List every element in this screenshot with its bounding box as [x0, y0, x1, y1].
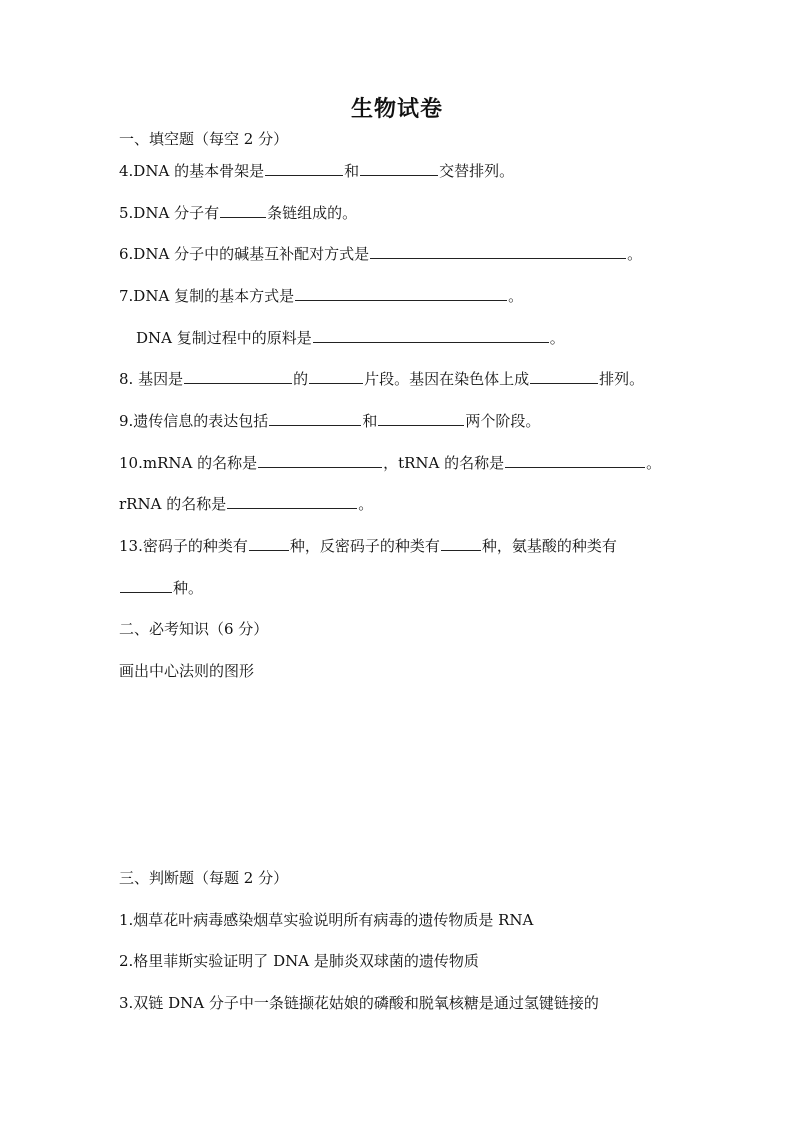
section2-prompt: 画出中心法则的图形 [119, 662, 255, 680]
question-7b [136, 327, 565, 349]
answer-blank[interactable] [220, 202, 266, 218]
page-title: 生物试卷 [350, 97, 443, 122]
answer-blank[interactable] [309, 368, 363, 384]
q13-text-a: 13.密码子的种类有 [119, 537, 248, 555]
answer-blank[interactable] [227, 493, 357, 509]
q9-text-a: 9.遗传信息的表达包括 [119, 412, 269, 430]
answer-blank[interactable] [441, 535, 481, 551]
q9-text-c: 两个阶段。 [465, 412, 541, 430]
section2-heading: 二、必考知识（6 分） [119, 620, 269, 638]
q6-text-a: 6.DNA 分子中的碱基互补配对方式是 [119, 245, 370, 263]
q6-text-b: 。 [627, 245, 643, 263]
q5-text-b: 条链组成的。 [267, 204, 358, 222]
answer-blank[interactable] [505, 452, 645, 468]
q13b-text-a: 种。 [173, 579, 204, 597]
answer-blank[interactable] [258, 452, 382, 468]
section3-heading: 三、判断题（每题 2 分） [119, 869, 289, 887]
answer-blank[interactable] [269, 410, 361, 426]
answer-blank[interactable] [265, 160, 343, 176]
answer-blank[interactable] [360, 160, 438, 176]
question-10b [119, 493, 373, 515]
question-5 [119, 202, 357, 224]
answer-blank[interactable] [313, 327, 549, 343]
q10-text-c: 。 [646, 454, 662, 472]
q7b-text-a: DNA 复制过程中的原料是 [136, 329, 312, 347]
section1-heading: 一、填空题（每空 2 分） [119, 130, 289, 148]
answer-blank[interactable] [378, 410, 464, 426]
answer-blank[interactable] [184, 368, 292, 384]
question-7 [119, 285, 523, 307]
q8-text-d: 排列。 [599, 370, 645, 388]
question-6 [119, 243, 642, 265]
q4-text-c: 交替排列。 [439, 162, 515, 180]
q10b-text-b: 。 [358, 495, 374, 513]
q8-text-a: 8. 基因是 [119, 370, 184, 388]
q10-text-b: ，tRNA 的名称是 [383, 454, 505, 472]
q4-text-a: 4.DNA 的基本骨架是 [119, 162, 265, 180]
answer-blank[interactable] [530, 368, 598, 384]
answer-blank[interactable] [295, 285, 507, 301]
q4-text-b: 和 [344, 162, 360, 180]
question-13 [119, 535, 617, 557]
judge-item-1: 1.烟草花叶病毒感染烟草实验说明所有病毒的遗传物质是 RNA [119, 911, 534, 929]
judge-item-3: 3.双链 DNA 分子中一条链撷花姑娘的磷酸和脱氧核糖是通过氢键链接的 [119, 994, 599, 1012]
answer-blank[interactable] [120, 577, 172, 593]
judge-item-2: 2.格里菲斯实验证明了 DNA 是肺炎双球菌的遗传物质 [119, 952, 479, 970]
question-13b [119, 577, 203, 599]
question-8 [119, 368, 644, 390]
q5-text-a: 5.DNA 分子有 [119, 204, 220, 222]
q8-text-b: 的 [293, 370, 309, 388]
answer-blank[interactable] [249, 535, 289, 551]
q7-text-b: 。 [508, 287, 524, 305]
q7-text-a: 7.DNA 复制的基本方式是 [119, 287, 295, 305]
question-10 [119, 452, 661, 474]
answer-blank[interactable] [370, 243, 626, 259]
q13-text-b: 种，反密码子的种类有 [289, 537, 440, 555]
q9-text-b: 和 [362, 412, 378, 430]
q8-text-c: 片段。基因在染色体上成 [364, 370, 530, 388]
q10b-text-a: rRNA 的名称是 [119, 495, 227, 513]
question-9 [119, 410, 540, 432]
q10-text-a: 10.mRNA 的名称是 [119, 454, 258, 472]
q7b-text-b: 。 [549, 329, 565, 347]
question-4 [119, 160, 514, 182]
q13-text-c: 种，氨基酸的种类有 [481, 537, 617, 555]
